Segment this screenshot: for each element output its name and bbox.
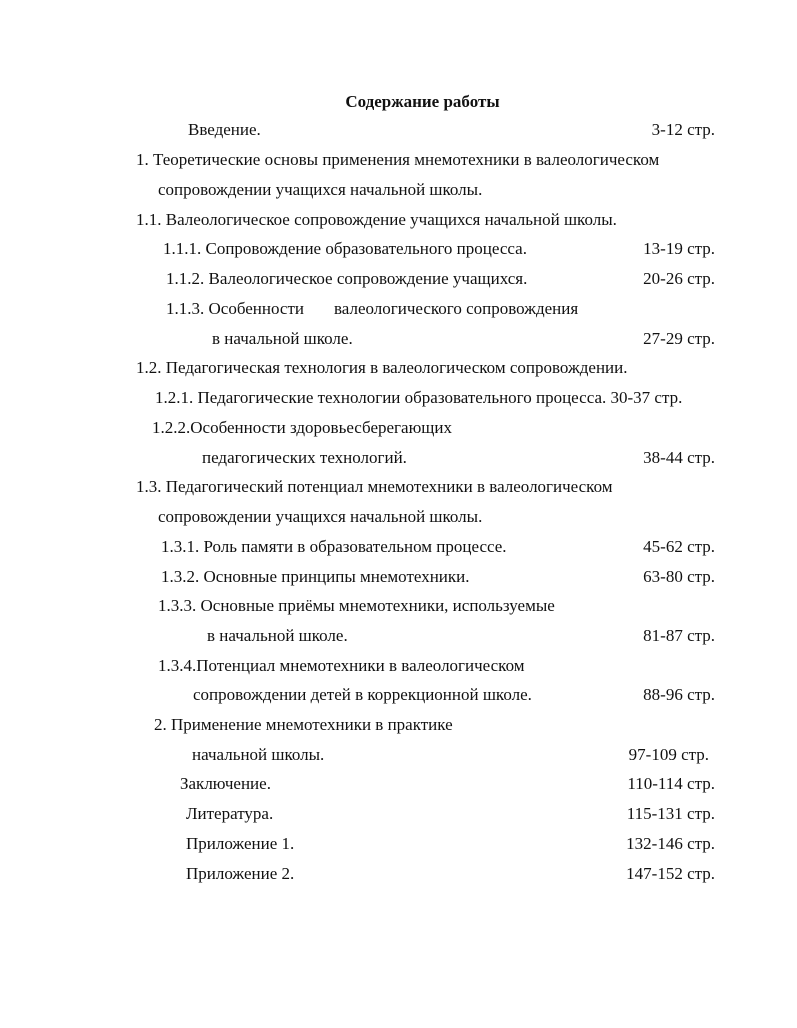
toc-entry-pages: 147-152 стр.	[626, 864, 715, 883]
toc-entry-pages: 38-44 стр.	[643, 448, 715, 467]
toc-entry-pages: 45-62 стр.	[643, 537, 715, 556]
toc-entry-text-part: валеологического сопровождения	[333, 299, 579, 318]
toc-entry-text: 1.1.2. Валеологическое сопровождение учащихся.	[166, 269, 528, 288]
toc-entry-pages: 27-29 стр.	[643, 329, 715, 348]
toc-entry-text: 2. Применение мнемотехники в практике	[154, 715, 453, 734]
toc-entry-pages: 20-26 стр.	[643, 269, 715, 288]
toc-entry-pages: 97-109 стр.	[628, 745, 709, 764]
toc-entry-text: Литература.	[186, 804, 274, 823]
toc-entry-text: сопровождении учащихся начальной школы.	[158, 180, 483, 199]
toc-entry-text-part: 1.1.3. Особенности	[166, 299, 304, 318]
toc-entry-text: 1.3. Педагогический потенциал мнемотехники в валеологическом	[136, 477, 613, 496]
toc-entry-text: Введение.	[188, 120, 261, 139]
page-title: Содержание работы	[345, 92, 500, 111]
toc-entry-pages: 132-146 стр.	[626, 834, 715, 853]
toc-entry-text: 1.2. Педагогическая технология в валеологическом сопровождении.	[136, 358, 628, 377]
toc-entry-pages: 81-87 стр.	[643, 626, 715, 645]
toc-entry-pages: 88-96 стр.	[643, 685, 715, 704]
toc-entry-text: 1.3.2. Основные принципы мнемотехники.	[161, 567, 470, 586]
toc-entry-text: 1.3.1. Роль памяти в образовательном процессе.	[161, 537, 507, 556]
toc-entry-text: 1.2.2.Особенности здоровьесберегающих	[152, 418, 452, 437]
toc-entry-text: 1.1. Валеологическое сопровождение учащихся начальной школы.	[136, 210, 617, 229]
toc-entry-text: начальной школы.	[192, 745, 325, 764]
toc-entry-pages: 13-19 стр.	[643, 239, 715, 258]
toc-entry-text: сопровождении детей в коррекционной школе.	[193, 685, 532, 704]
toc-entry-text: Приложение 2.	[186, 864, 295, 883]
toc-entry-text: 1.2.1. Педагогические технологии образовательного процесса. 30-37 стр.	[155, 388, 683, 407]
toc-entry-text: сопровождении учащихся начальной школы.	[158, 507, 483, 526]
toc-entry-text: Заключение.	[180, 774, 271, 793]
toc-entry-text: в начальной школе.	[207, 626, 348, 645]
toc-entry-pages: 115-131 стр.	[626, 804, 715, 823]
toc-entry-text: 1.3.4.Потенциал мнемотехники в валеологическом	[158, 656, 525, 675]
toc-entry-pages: 63-80 стр.	[643, 567, 715, 586]
toc-entry-text: педагогических технологий.	[202, 448, 407, 467]
toc-entry-text: в начальной школе.	[212, 329, 353, 348]
toc-entry-text: 1.1.1. Сопровождение образовательного процесса.	[163, 239, 527, 258]
toc-entry-pages: 110-114 стр.	[627, 774, 715, 793]
toc-entry-text: 1. Теоретические основы применения мнемотехники в валеологическом	[136, 150, 660, 169]
toc-entry-text: 1.3.3. Основные приёмы мнемотехники, используемые	[158, 596, 555, 615]
toc-entry-text	[166, 298, 578, 320]
toc-entry-pages: 3-12 стр.	[651, 120, 715, 139]
toc-entry-text: Приложение 1.	[186, 834, 295, 853]
